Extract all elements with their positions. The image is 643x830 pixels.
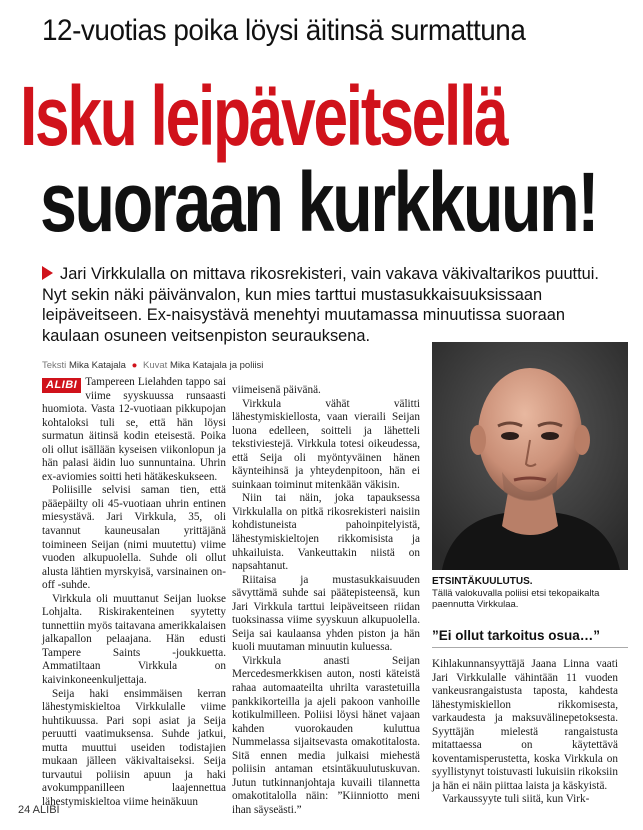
divider <box>432 647 628 648</box>
paragraph: Virkkula oli muuttanut Seijan luokse Lohjalta. Riskirakenteinen syytetty tunnettiin myös taitavana amerikkalaisen jalkapallon pelaajana. Hän edusti Tampere Saints -joukkuetta. Ammatiltaan Virkkula on kaivinkoneenkuljettaja. <box>42 592 226 687</box>
text-credit-label: Teksti <box>42 360 67 371</box>
paragraph: Virkkula vähät välitti lähestymiskiellosta, vaan vieraili Seijan luona edelleen, soitteli ja lähetteli tekstiviestejä. Virkkula totesi oikeudessa, että Seija oli myöntyväinen hänen käynteihinsä ja yhteydenpitoon, hän ei suinkaan toiminut mitenkään väkisin. <box>232 397 420 491</box>
photo-caption-title: ETSINTÄKUULUTUS. <box>432 576 533 587</box>
lead-paragraph <box>42 264 612 346</box>
lead-text: Jari Virkkulalla on mittava rikosrekisteri, vain vakava väkivaltarikos puuttui. Nyt sekin näki päivänvalon, kun mies tarttui mustasukkaisuuksissaan leipäveitseen. Ex-naisystävä menehtyi muutamassa minuutissa suoraan kaulaan osuneen veitsenpiston seurauksena. <box>42 265 599 345</box>
photo-credit-label: Kuvat <box>143 360 168 371</box>
text-credit-author: Mika Katajala <box>68 360 126 371</box>
headline-line-1: Isku leipäveitsellä <box>20 69 507 163</box>
paragraph: Tampereen Lielahden tappo sai viime syyskuussa runsaasti huomiota. Vasta 12-vuotiaan pikkupojan kohtaloksi tuli se, että hän löysi surmatun äitinsä kodin eteisestä. Poika oli ollut isällään kyseisen viikonlopun ja hän palasi äidin luo sunnuntaina. Uhrin ex-aviomies soitti heti hätäkeskukseen. <box>42 376 226 483</box>
paragraph: Seija haki ensimmäisen kerran lähestymiskieltoa Virkkulalle viime huhtikuussa. Pari sopi asiat ja Seija peruutti vaatimuksensa. Suhde jatkui, mutta muuttui useiden todistajien mukaan jälleen väkivaltaiseksi. Seija turvautui poliisin apuun ja haki avokumppanilleen laajennettua lähestymiskieltoa viime heinäkuun <box>42 687 226 808</box>
paragraph: viimeisenä päivänä. <box>232 384 321 396</box>
paragraph: Poliisille selvisi saman tien, että pääepäilty oli 45-vuotiaan uhrin entinen miesystävä. Jari Virkkula, 35, oli tavannut kauneusalan yrittäjänä toimineen Seijan (nimi muutettu) viime vuoden alkupuolella. Suhde oli ollut alusta lähtien myrskyisä, varsinainen on-off -suhde. <box>42 484 226 592</box>
paragraph: Riitaisa ja mustasukkaisuuden sävyttämä suhde sai päätepisteensä, kun Jari Virkkula tarttui leipäveitseen riidan tuoksinassa viime syyskuun alkupuolella. Seija sai kaulaansa yhden piston ja hän kuoli muutaman minuutin kuluessa. <box>232 573 420 654</box>
page-footer: 24 ALIBI <box>18 804 60 816</box>
article-column-3 <box>432 658 618 807</box>
kicker-headline: 12-vuotias poika löysi äitinsä surmattuna <box>42 14 526 47</box>
paragraph: Virkkula anasti Seijan Mercedesmerkkisen auton, nosti käteistä rahaa automaateilta uhrilta varastetuilla pankkikorteilla ja ajeli pakoon vanhoille kotikulmilleen. Poliisi löysi hänet vajaan kahden vuorokauden kuluttua Nummelassa sijaitsevasta omakotitalosta. Sitä ennen media julkaisi miehestä poliisin antaman etsintäkuulutuskuvan. Jutun tutkinnanjohtaja kuvaili tilannetta omakotitalolla näin: ”Kiinniotto meni ihan säyseästi.” <box>232 654 420 816</box>
photo-caption-text: Tällä valokuvalla poliisi etsi tekopaikalta paennutta Virkkulaa. <box>432 588 600 610</box>
paragraph: Kihlakunnansyyttäjä Jaana Linna vaati Jari Virkkulalle vähintään 11 vuoden vankeusrangaistusta taposta, kahdesta lähestymiskiellon rikkomisesta, varkaudesta ja maksuvälinepetoksesta. Syyttäjän mielestä rangaistusta mitattaessa on käytettävä koventamisperustetta, koska Virkkula on syyllistynyt toistuvasti lukuisiin rikoksiin ja hän ei näin piittaa laista ja käskyistä. <box>432 658 618 792</box>
mugshot-photo <box>432 342 628 570</box>
triangle-bullet-icon <box>42 266 53 280</box>
byline <box>42 360 263 371</box>
paragraph: Varkaussyyte tuli siitä, kun Virk- <box>442 793 590 806</box>
article-column-1 <box>42 376 226 810</box>
headline-line-2: suoraan kurkkuun! <box>40 155 598 249</box>
red-dot-icon: ● <box>131 360 138 371</box>
photo-credit-author: Mika Katajala ja poliisi <box>169 360 264 371</box>
section-subheading: ”Ei ollut tarkoitus osua…” <box>432 628 601 643</box>
article-column-2 <box>232 384 420 818</box>
alibi-logo: ALIBI <box>42 378 81 393</box>
man-portrait-image <box>432 342 628 570</box>
paragraph: Niin tai näin, joka tapauksessa Virkkulalla on pitkä rikosrekisteri naisiin kohdistuneista pahoinpitelyistä, lähestymiskieltojen rikkomisista ja uhkailuista. Vankeuttakin niistä on napsahtanut. <box>232 492 420 573</box>
